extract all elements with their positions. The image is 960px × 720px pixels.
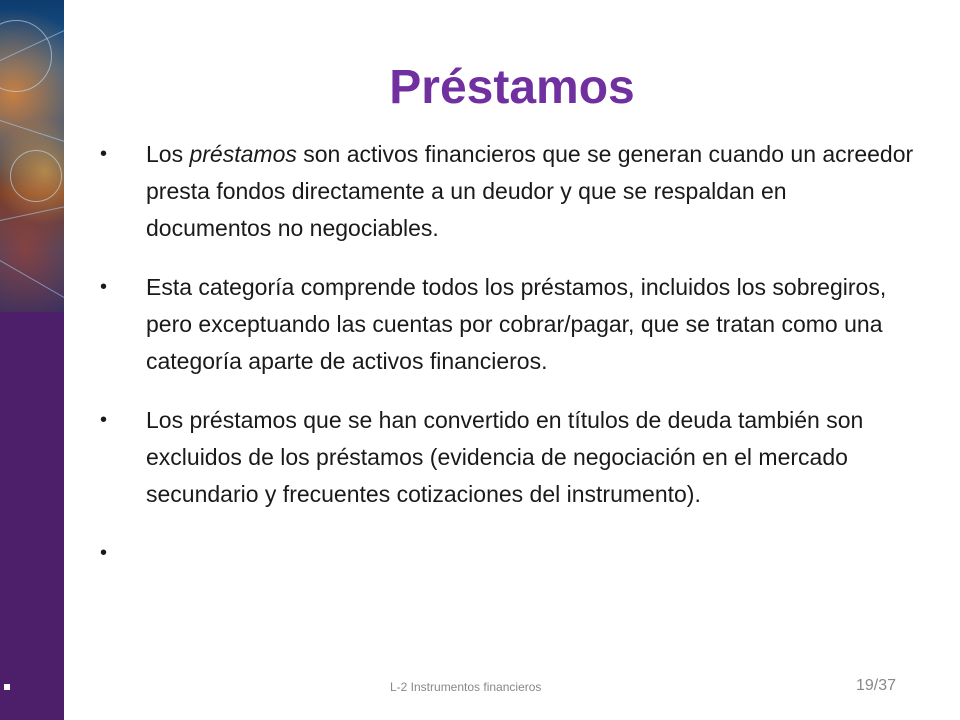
bullet-point-icon: • (100, 276, 108, 298)
bullet-point-icon: • (100, 542, 108, 564)
bullet-list (96, 136, 916, 564)
sidebar-mark (4, 684, 10, 690)
bullet-item (96, 269, 916, 380)
bullet-text: Esta categoría comprende todos los préstamos, incluidos los sobregiros, pero exceptuando las cuentas por cobrar/pagar, que se tratan como una categoría aparte de activos financieros. (146, 274, 887, 374)
sidebar-band (0, 0, 64, 720)
footer-text: L-2 Instrumentos financieros (390, 680, 542, 694)
bullet-point-icon: • (100, 409, 108, 431)
bullet-item (96, 136, 916, 247)
bullet-text: Los (146, 141, 190, 167)
bullet-text: son activos financieros que se generan cuando un acreedor presta fondos directamente a un deudor y que se respaldan en documentos no negociables. (146, 141, 914, 241)
bullet-text-italic: préstamos (189, 141, 297, 167)
bullet-text: Los préstamos que se han convertido en títulos de deuda también son excluidos de los préstamos (evidencia de negociación en el mercado secundario y frecuentes cotizaciones del instrumento). (146, 407, 864, 507)
bullet-point-icon: • (100, 143, 108, 165)
slide-title: Préstamos (389, 61, 635, 114)
sidebar-decorative-image (0, 0, 64, 312)
bullet-item (96, 402, 916, 513)
page-number: 19/37 (856, 677, 897, 694)
